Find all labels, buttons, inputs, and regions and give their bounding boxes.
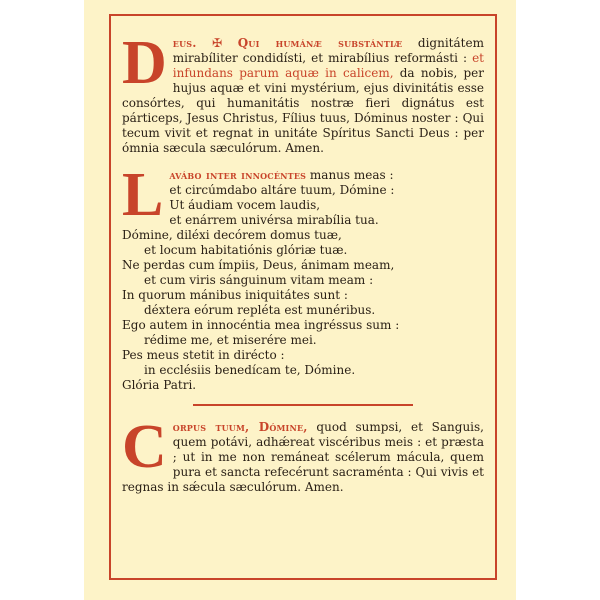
verse-line: Ut áudiam vocem laudis, [169, 198, 321, 212]
heading-qui-humanae: Qui humánæ substántiæ [237, 36, 403, 50]
corpus-text: quod sumpsi, et Sanguis, quem potávi, adhǽreat viscéribus meis : et præsta ; ut in me non remáneat scélerum mácula, quem pura et sancta refecérunt sacraménta : Qui vivis et regnas in sǽcula sæculórum. Amen. [122, 420, 484, 494]
verse-line: manus meas : [306, 168, 394, 182]
dropcap-l: L [122, 161, 164, 229]
verse-line: in ecclésiis benedícam te, Dómine. [144, 363, 356, 377]
dropcap-d: D [122, 29, 167, 97]
verse-line: Ne perdas cum ímpiis, Deus, ánimam meam, [122, 258, 395, 272]
dropcap-c: C [122, 413, 167, 481]
verse-line: Dómine, diléxi decórem domus tuæ, [122, 228, 342, 242]
verse-line: déxtera eórum repléta est munéribus. [144, 303, 376, 317]
verse-line: rédime me, et miserére mei. [144, 333, 317, 347]
verse-line: Ego autem in innocéntia mea ingréssus sum : [122, 318, 400, 332]
prayer-corpus [122, 413, 484, 495]
verse-line: et circúmdabo altáre tuum, Dómine : [169, 183, 395, 197]
deus-text-b: da nobis, per hujus aquæ et vini mystérium, ejus divinitátis esse consórtes, qui humanitátis nostræ fieri dignátus est párticeps, Jesus Christus, Fílius tuus, Dóminus noster : Qui tecum vivit et regnat in unitáte Spíritus Sancti Deus : per ómnia sæcula sæculórum. Amen. [122, 66, 485, 155]
section-divider [193, 404, 413, 406]
heading-lavabo: avábo inter innocéntes [169, 168, 307, 182]
heading-corpus: orpus tuum, Dómine, [172, 420, 308, 434]
cross-icon: ✠ [212, 36, 223, 50]
deus-text-a: dignitátem mirabíliter condidísti, et mirabílius reformásti : [172, 36, 484, 65]
prayer-text [122, 29, 485, 495]
verse-line: Pes meus stetit in dirécto : [122, 348, 285, 362]
prayer-lavabo [122, 161, 484, 393]
heading-deus: eus. [172, 36, 197, 50]
verse-line: In quorum mánibus iniquitátes sunt : [122, 288, 348, 302]
rubric-infundans: et infundans parum aquæ in calicem, [172, 51, 484, 80]
verse-line: et cum viris sánguinum vitam meam : [144, 273, 374, 287]
verse-line: Glória Patri. [122, 378, 197, 392]
prayer-deus [122, 29, 485, 156]
verse-line: et locum habitatiónis glóriæ tuæ. [144, 243, 348, 257]
verse-line: et enárrem univérsa mirabília tua. [169, 213, 379, 227]
